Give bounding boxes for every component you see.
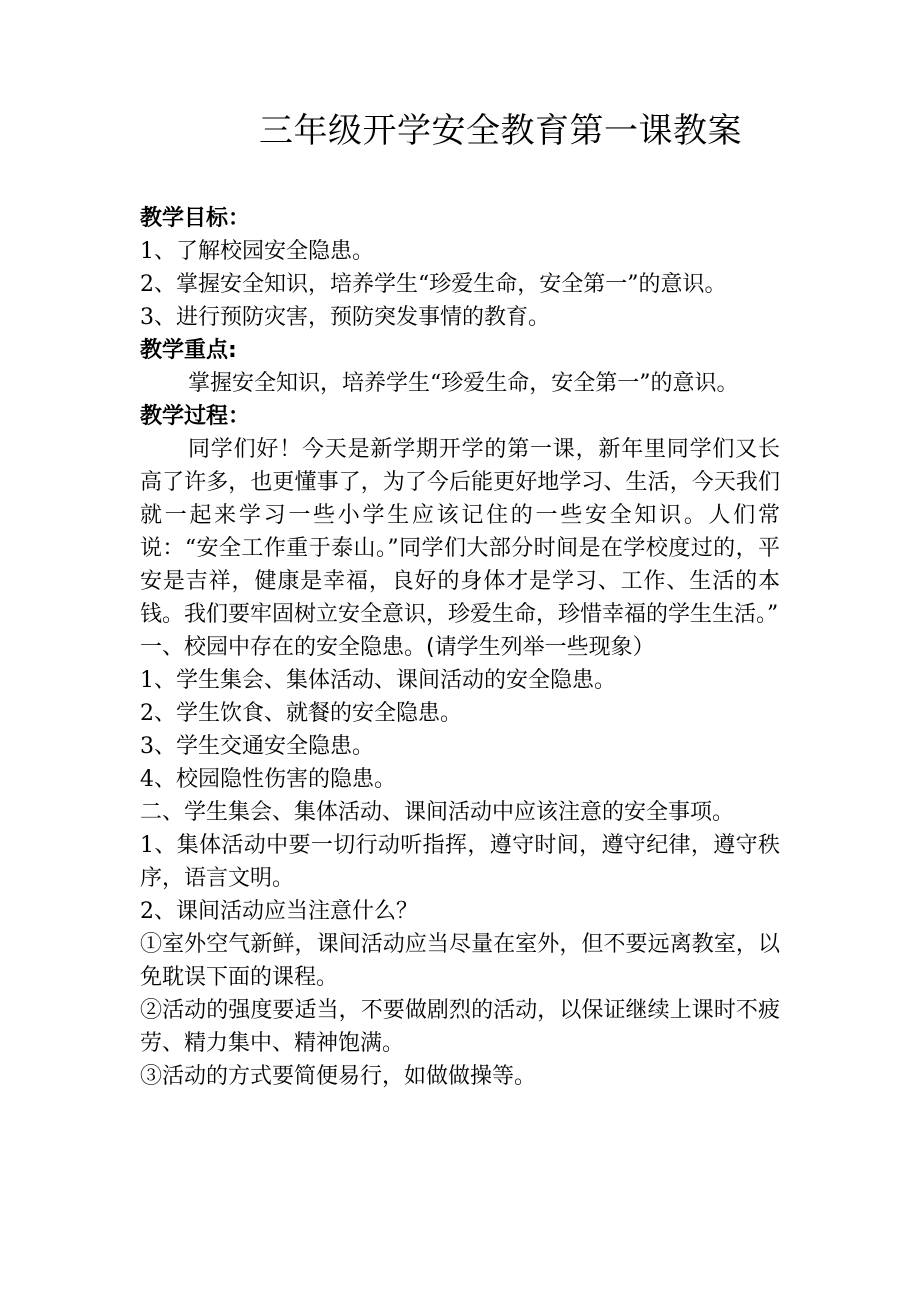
document-title: 三年级开学安全教育第一课教案 (259, 111, 742, 151)
section2-subitem: ③活动的方式要简便易行，如做做操等。 (140, 1064, 537, 1089)
section1-item: 1、学生集会、集体活动、课间活动的安全隐患。 (140, 668, 616, 693)
objective-item: 3、进行预防灾害，预防突发事情的教育。 (140, 305, 550, 330)
key-points-text: 掌握安全知识，培养学生“珍爱生命，安全第一”的意识。 (188, 371, 739, 396)
section2-subitem: ②活动的强度要适当，不要做剧烈的活动，以保证继续上课时不疲劳、精力集中、精神饱满。 (140, 998, 780, 1056)
key-points-heading: 教学重点: (140, 338, 237, 363)
process-intro-paragraph: 同学们好！今天是新学期开学的第一课，新年里同学们又长高了许多，也更懂事了，为了今后能更好地学习、生活，今天我们就一起来学习一些小学生应该记住的一些安全知识。人们常说：“安全工作重于泰山。”同学们大部分时间是在学校度过的，平安是吉祥，健康是幸福，良好的身体才是学习、工作、生活的本钱。我们要牢固树立安全意识，珍爱生命，珍惜幸福的学生生活。” (140, 437, 780, 627)
section1-item: 3、学生交通安全隐患。 (140, 734, 374, 759)
section2-heading: 二、学生集会、集体活动、课间活动中应该注意的安全事项。 (140, 800, 735, 825)
section1-item: 4、校园隐性伤害的隐患。 (140, 767, 396, 792)
objective-item: 1、了解校园安全隐患。 (140, 239, 374, 264)
section2-subitem: ①室外空气新鲜，课间活动应当尽量在室外，但不要远离教室，以免耽误下面的课程。 (140, 932, 780, 990)
process-heading: 教学过程： (140, 404, 251, 429)
section1-item: 2、学生饮食、就餐的安全隐患。 (140, 701, 462, 726)
objectives-heading: 教学目标： (140, 206, 251, 231)
section1-heading: 一、校园中存在的安全隐患。(请学生列举一些现象） (140, 635, 655, 660)
objective-item: 2、掌握安全知识，培养学生“珍爱生命，安全第一”的意识。 (140, 272, 727, 297)
section2-item: 2、课间活动应当注意什么？ (140, 899, 418, 924)
section2-item: 1、集体活动中要一切行动听指挥，遵守时间，遵守纪律，遵守秩序，语言文明。 (140, 833, 780, 891)
document-body (140, 202, 780, 1093)
